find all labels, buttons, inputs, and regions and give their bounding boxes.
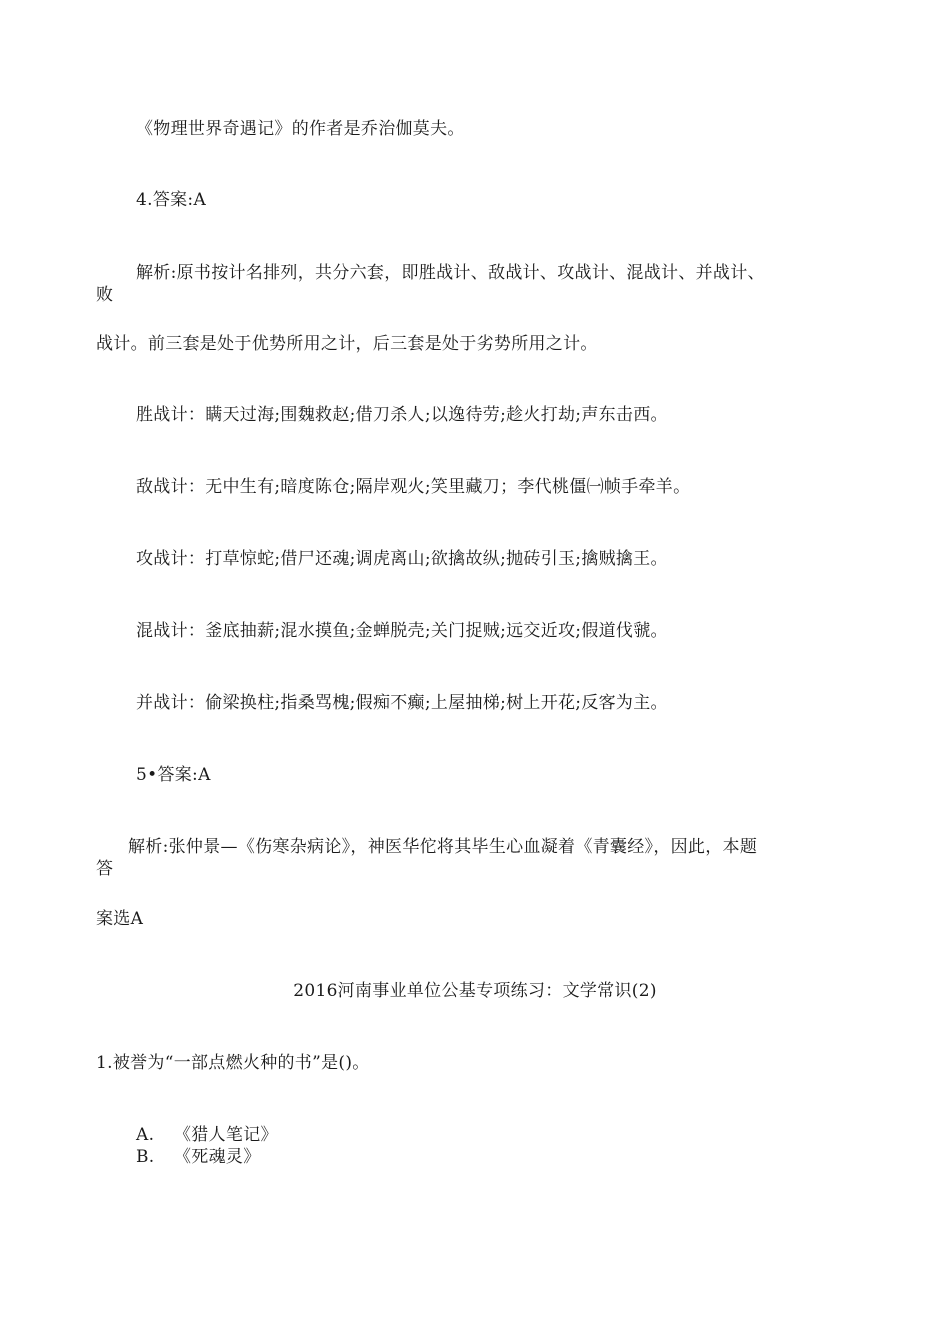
analysis-4-line1: 解析:原书按计名排列，共分六套，即胜战计、敌战计、攻战计、混战计、并战计、	[136, 263, 765, 283]
option-a-letter: A.	[136, 1125, 155, 1145]
option-a-text: 《猎人笔记》	[174, 1125, 278, 1145]
option-b	[136, 1146, 261, 1168]
answer-5: 5•答案:A	[136, 765, 211, 785]
option-b-text: 《死魂灵》	[174, 1147, 261, 1167]
paragraph-physics-author: 《物理世界奇遇记》的作者是乔治伽莫夫。	[136, 119, 465, 139]
question-1: 1.被誉为“一部点燃火种的书”是()。	[96, 1053, 370, 1073]
analysis-4-line2: 战计。前三套是处于优势所用之计，后三套是处于劣势所用之计。	[96, 334, 598, 354]
section-title: 2016河南事业单位公基专项练习：文学常识(2)	[293, 981, 657, 1001]
answer-4: 4.答案:A	[136, 190, 207, 210]
strategy-di: 敌战计：无中生有;暗度陈仓;隔岸观火;笑里藏刀；李代桃僵㈠帧手牵羊。	[136, 477, 691, 497]
analysis-4-line1-wrap: 败	[96, 285, 114, 305]
analysis-5-line1-wrap: 答	[96, 859, 114, 879]
strategy-hun: 混战计：釜底抽薪;混水摸鱼;金蝉脱壳;关门捉贼;远交近攻;假道伐虢。	[136, 621, 668, 641]
option-a	[136, 1124, 278, 1146]
option-b-letter: B.	[136, 1147, 155, 1167]
analysis-5-line2: 案选A	[96, 909, 144, 929]
analysis-5-line1: 解析:张仲景—《伤寒杂病论》，神医华佗将其毕生心血凝着《青囊经》，因此，本题	[128, 837, 758, 857]
strategy-gong: 攻战计：打草惊蛇;借尸还魂;调虎离山;欲擒故纵;抛砖引玉;擒贼擒王。	[136, 549, 668, 569]
strategy-sheng: 胜战计：瞒天过海;围魏救赵;借刀杀人;以逸待劳;趁火打劫;声东击西。	[136, 405, 668, 425]
strategy-bing: 并战计：偷梁换柱;指桑骂槐;假痴不癫;上屋抽梯;树上开花;反客为主。	[136, 693, 668, 713]
